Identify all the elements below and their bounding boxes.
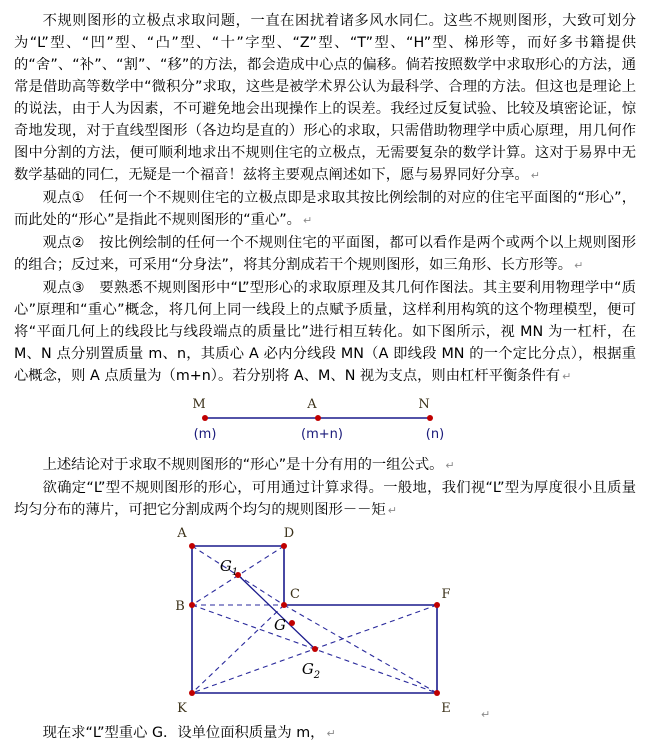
point-A-dot bbox=[315, 415, 321, 421]
label-G-letter: G bbox=[274, 616, 286, 634]
label-G bbox=[274, 616, 286, 634]
label-G2-sub: 2 bbox=[313, 670, 321, 681]
label-G2-letter: G bbox=[301, 660, 314, 678]
label-C: C bbox=[290, 587, 300, 602]
paragraph-3-text: 观点② 按比例绘制的任何一个不规则住宅的平面图，都可以看作是两个或两个以上规则图形的组合；反过来，可采用“分身法”，将其分割成若干个规则图形，如三角形、长方形等。 bbox=[14, 235, 636, 273]
paragraph-2 bbox=[14, 187, 636, 232]
pilcrow-mark: ↵ bbox=[326, 727, 336, 740]
paragraph-4 bbox=[14, 277, 636, 388]
label-A: A bbox=[177, 526, 187, 541]
pilcrow-mark: ↵ bbox=[530, 169, 540, 182]
label-G2 bbox=[302, 660, 320, 681]
dashed-C-K bbox=[192, 605, 284, 693]
dashed-C-E bbox=[284, 605, 437, 693]
lever-MN-diagram bbox=[14, 388, 636, 454]
paragraph-6-text: 欲确定“L”型不规则图形的形心，可用通过计算求得。一般地，我们视“L”型为厚度很小且质量均匀分布的薄片，可把它分割成两个均匀的规则图形－－矩 bbox=[14, 480, 636, 518]
label-F: F bbox=[441, 587, 451, 602]
label-G1 bbox=[220, 557, 238, 578]
vertex-C-dot bbox=[281, 602, 287, 608]
paragraph-6 bbox=[14, 477, 636, 522]
label-B: B bbox=[175, 599, 185, 614]
pilcrow-mark: ↵ bbox=[302, 214, 313, 227]
paragraph-7-text: 现在求“L”型重心 G．设单位面积质量为 m， bbox=[42, 725, 325, 741]
centroid-G-dot bbox=[289, 620, 295, 626]
label-D: D bbox=[283, 526, 295, 541]
vertex-B-dot bbox=[189, 602, 195, 608]
l-shape-vertex-labels bbox=[175, 526, 451, 716]
label-A: A bbox=[307, 397, 317, 412]
label-N: N bbox=[418, 397, 430, 412]
vertex-E-dot bbox=[434, 690, 440, 696]
l-shape-centroid-diagram bbox=[14, 522, 636, 722]
paragraph-4-text: 观点③ 要熟悉不规则图形中“L”型形心的求取原理及其几何作图法。其主要利用物理学中“质心”原理和“重心”概念，将几何上同一线段上的点赋予质量，这样利用构筑的这个物理模型，便可将“平面几何上的线段比与线段端点的质量比”进行相互转化。如下图所示，视 MN 为一杠杆，在 M、N 点分别置质量 m、n，其质心 A 必内分线段 MN（A 即线段 MN 的一个定比分点），根据重心概念，则 A 点质量为（m+n）。若分别将 A、M、N 视为支点，则由杠杆平衡条件有 bbox=[14, 280, 636, 384]
mass-N: (n) bbox=[425, 427, 445, 442]
label-K: K bbox=[177, 701, 187, 716]
pilcrow-mark: ↵ bbox=[562, 370, 572, 383]
vertex-F-dot bbox=[434, 602, 440, 608]
l-shape-figure-container bbox=[14, 522, 636, 722]
stray-pilcrow-mark: ↵ bbox=[481, 708, 491, 721]
label-M: M bbox=[192, 397, 206, 412]
lever-figure-container bbox=[14, 388, 636, 454]
mass-M: (m) bbox=[193, 427, 217, 442]
vertex-K-dot bbox=[189, 690, 195, 696]
paragraph-2-text: 观点① 任何一个不规则住宅的立极点即是求取其按比例绘制的对应的住宅平面图的“形心”，而此处的“形心”是指此不规则图形的“重心”。 bbox=[14, 190, 636, 228]
centroid-G2-dot bbox=[312, 646, 318, 652]
pilcrow-mark: ↵ bbox=[387, 504, 397, 517]
pilcrow-mark: ↵ bbox=[574, 259, 584, 272]
paragraph-1-text: 不规则图形的立极点求取问题，一直在困扰着诸多风水同仁。这些不规则图形，大致可划分为“L”型、“凹”型、“凸”型、“十”字型、“Z”型、“T”型、“H”型、梯形等，而好多书籍提供的“舍”、“补”、“割”、“移”的方法，都会造成中心点的偏移。倘若按照数学中求取形心的方法，通常是借助高等数学中“微积分”求取，这些是被学术界公认为最科学、合理的方法。但这也是理论上的说法，由于人为因素，不可避免地会出现操作上的误差。我经过反复试验、比较及填密论证，惊奇地发现，对于直线型图形（各边均是直的）形心的求取，只需借助物理学中质心原理，用几何作图中分割的方法，便可顺利地求出不规则住宅的立极点，无需要复杂的数学计算。这对于易界中无数学基础的同仁，无疑是一个福音！兹将主要观点阐述如下，愿与易界同好分享。 bbox=[14, 13, 636, 183]
mass-A: (m+n) bbox=[301, 427, 343, 442]
pilcrow-mark: ↵ bbox=[445, 459, 455, 472]
vertex-D-dot bbox=[281, 543, 287, 549]
paragraph-5 bbox=[14, 454, 636, 477]
label-G1-sub: 1 bbox=[231, 567, 239, 578]
point-M-dot bbox=[202, 415, 208, 421]
paragraph-1 bbox=[14, 10, 636, 187]
point-N-dot bbox=[427, 415, 433, 421]
label-G1-letter: G bbox=[219, 557, 232, 575]
label-E: E bbox=[441, 701, 451, 716]
vertex-A-dot bbox=[189, 543, 195, 549]
paragraph-5-text: 上述结论对于求取不规则图形的“形心”是十分有用的一组公式。 bbox=[42, 457, 444, 473]
paragraph-3 bbox=[14, 232, 636, 277]
paragraph-7 bbox=[14, 722, 636, 745]
